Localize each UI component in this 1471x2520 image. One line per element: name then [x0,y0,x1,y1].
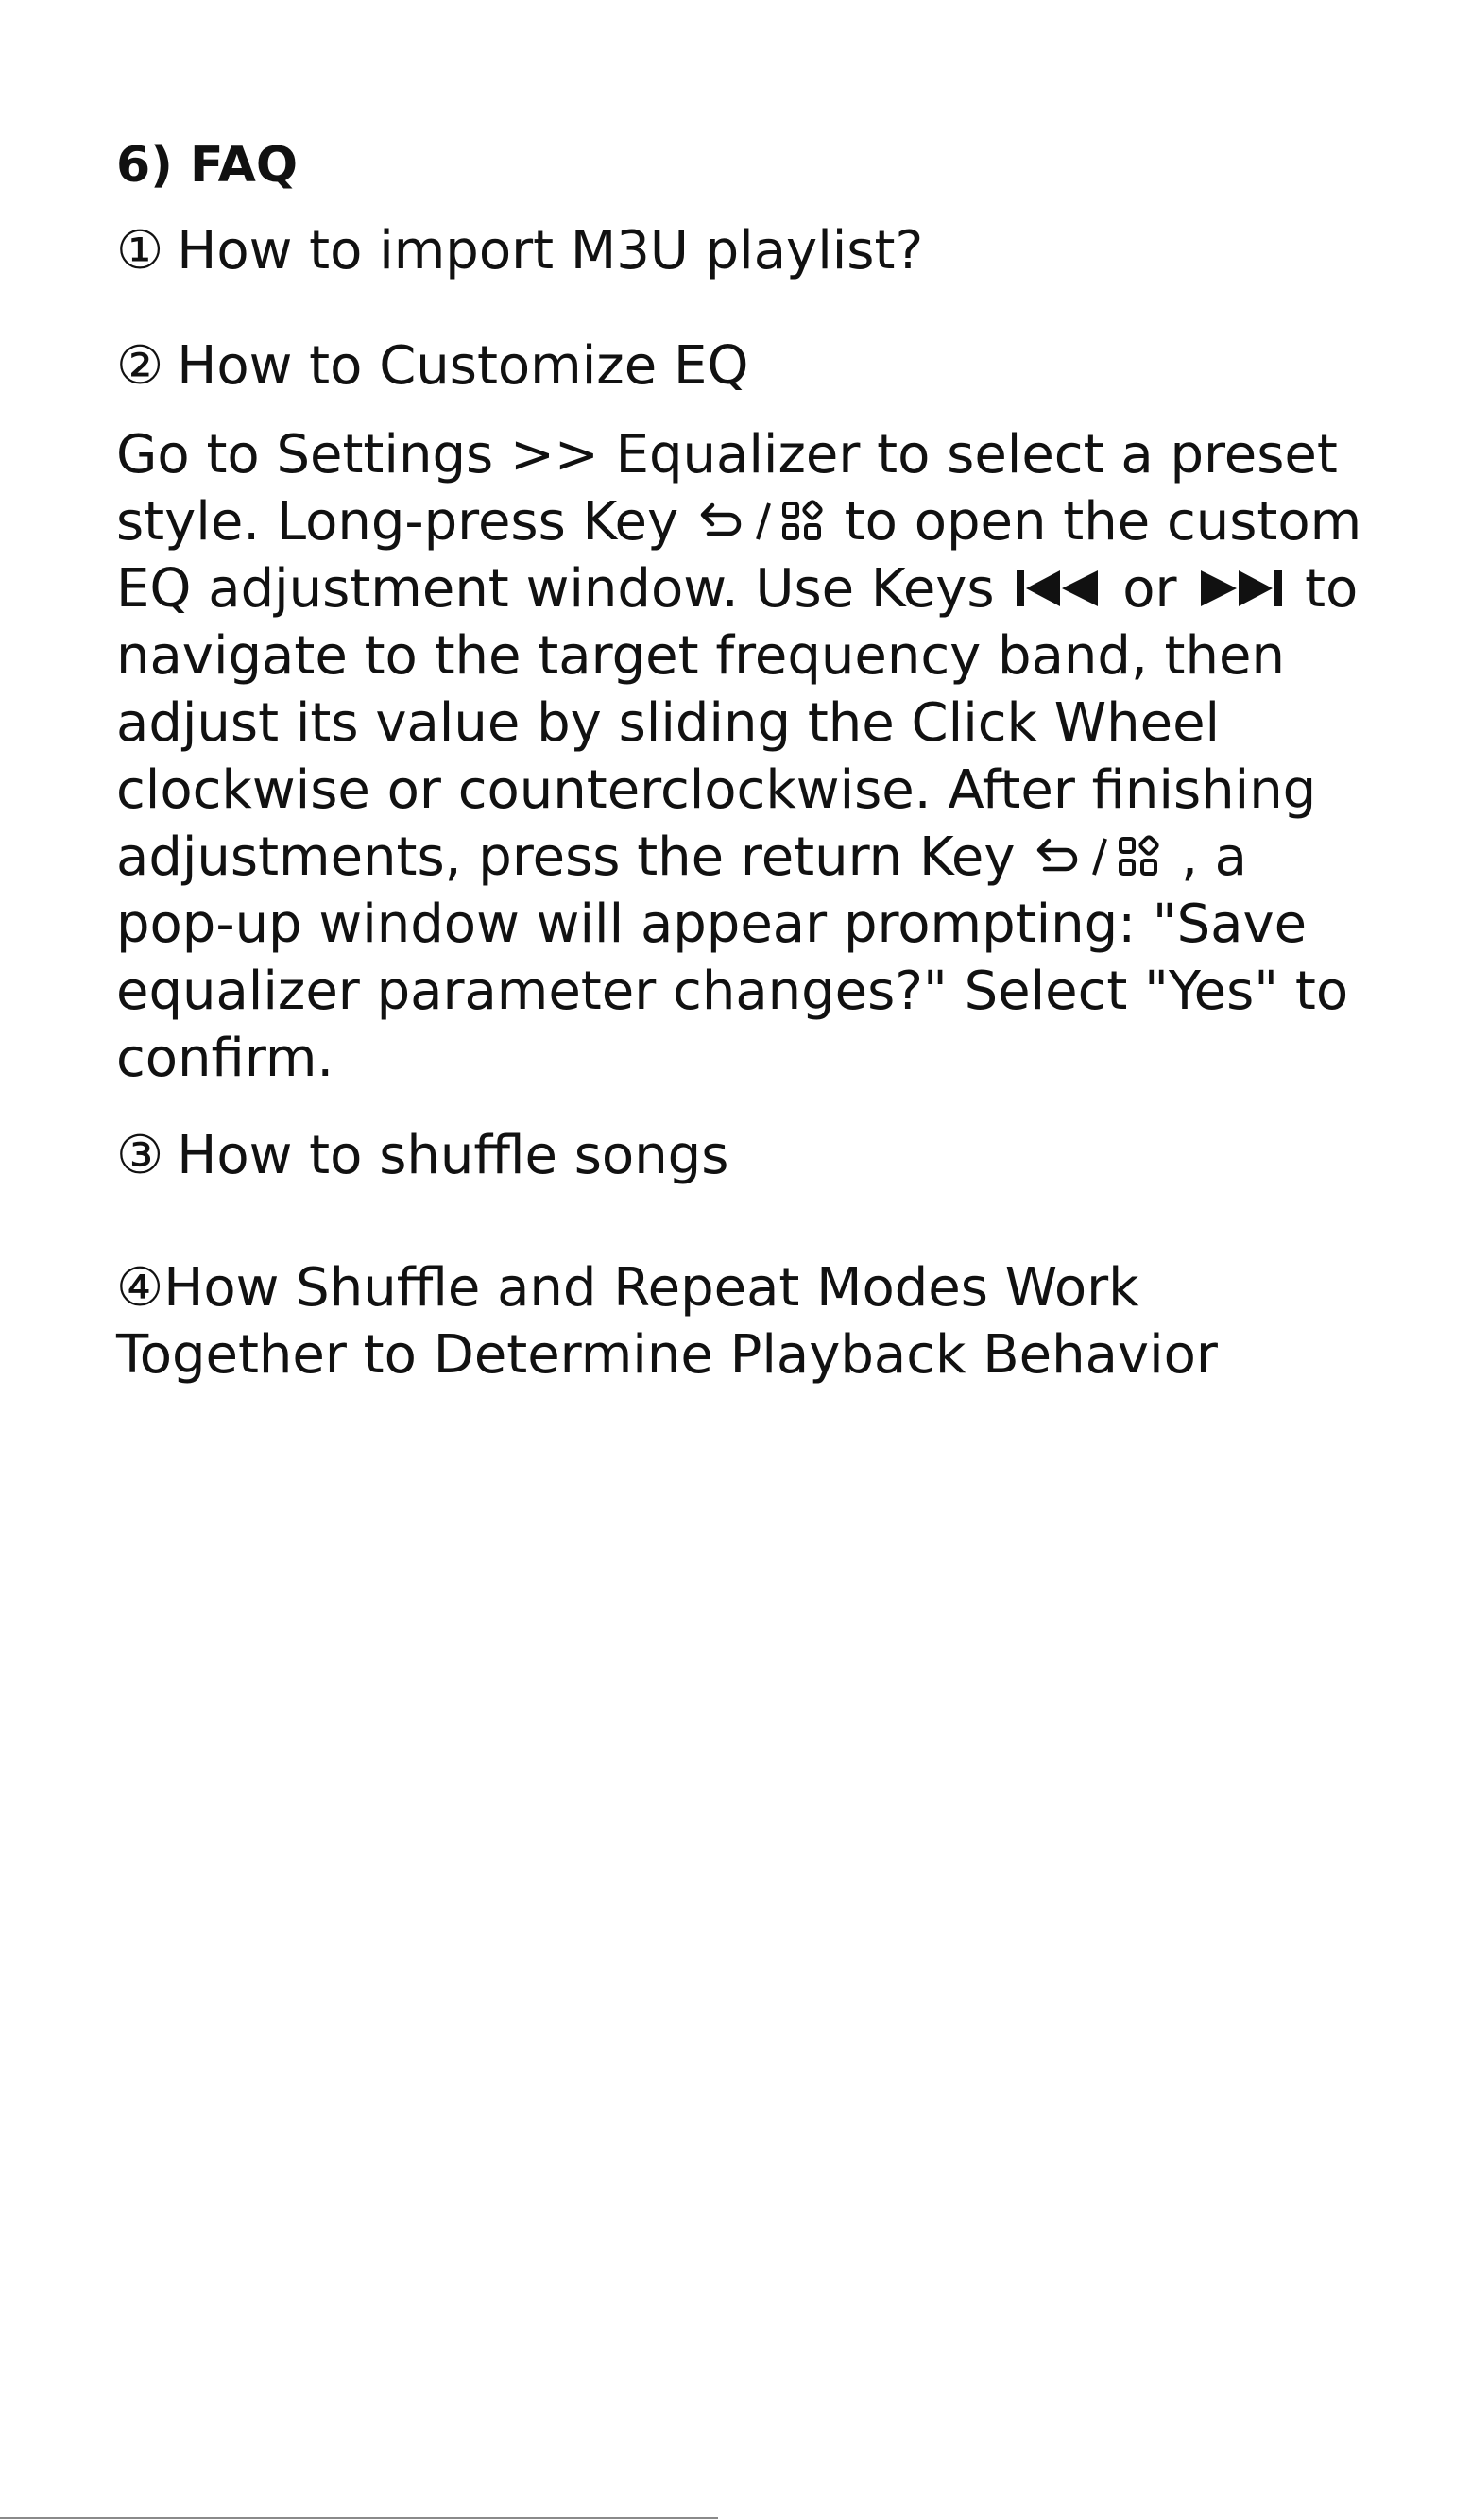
faq-question-4 [116,1254,1382,1388]
faq-question-4-line-1 [116,1254,1382,1321]
faq-question-4-line-2: Together to Determine Playback Behavior [116,1324,1218,1386]
eq-answer-line-5: adjust its value by sliding the Click Wheel [116,692,1221,754]
eq-answer-line-7b: , a [1164,826,1247,888]
eq-answer-line-9: equalizer parameter changes?" Select "Yes" to [116,961,1349,1022]
eq-answer-line-3b: or [1105,558,1194,620]
faq-question-3-text: How to shuffle songs [177,1125,729,1186]
slash-icon [754,500,773,543]
faq-number-1: ① [116,220,164,281]
eq-answer [116,421,1382,1092]
next-track-icon [1197,567,1284,610]
eq-answer-line-7 [116,824,1382,891]
eq-answer-line-4: navigate to the target frequency band, then [116,625,1285,687]
apps-grid-icon [1117,835,1160,878]
eq-answer-line-8: pop-up window will appear prompting: "Save [116,894,1308,955]
eq-answer-line-1: Go to Settings >> Equalizer to select a preset [116,424,1338,485]
eq-answer-line-10: confirm. [116,1028,334,1089]
eq-answer-line-3c: to [1288,558,1359,620]
faq-number-4: ④ [116,1257,164,1319]
section-title: 6) FAQ [116,137,299,194]
faq-number-2: ② [116,335,164,397]
eq-answer-line-2a: style. Long-press Key [116,491,695,553]
return-arrow-icon [1035,835,1083,878]
faq-number-3: ③ [116,1125,164,1186]
faq-question-1 [116,217,1382,285]
eq-answer-line-6: clockwise or counterclockwise. After finishing [116,759,1317,821]
faq-question-2 [116,332,1382,400]
eq-answer-line-3 [116,555,1382,622]
footer-divider [0,2517,718,2519]
eq-answer-line-2 [116,488,1382,555]
faq-question-1-text: How to import M3U playlist? [177,220,924,281]
eq-answer-line-7a: adjustments, press the return Key [116,826,1033,888]
apps-grid-icon [780,500,824,543]
previous-track-icon [1015,567,1102,610]
faq-question-4-text-1: How Shuffle and Repeat Modes Work [163,1257,1139,1319]
faq-question-2-text: How to Customize EQ [177,335,749,397]
faq-question-3 [116,1122,1382,1190]
eq-answer-line-3a: EQ adjustment window. Use Keys [116,558,1012,620]
return-arrow-icon [699,500,746,543]
eq-answer-line-2b: to open the custom [827,491,1362,553]
faq-page [116,132,1382,1388]
slash-icon [1090,835,1109,878]
